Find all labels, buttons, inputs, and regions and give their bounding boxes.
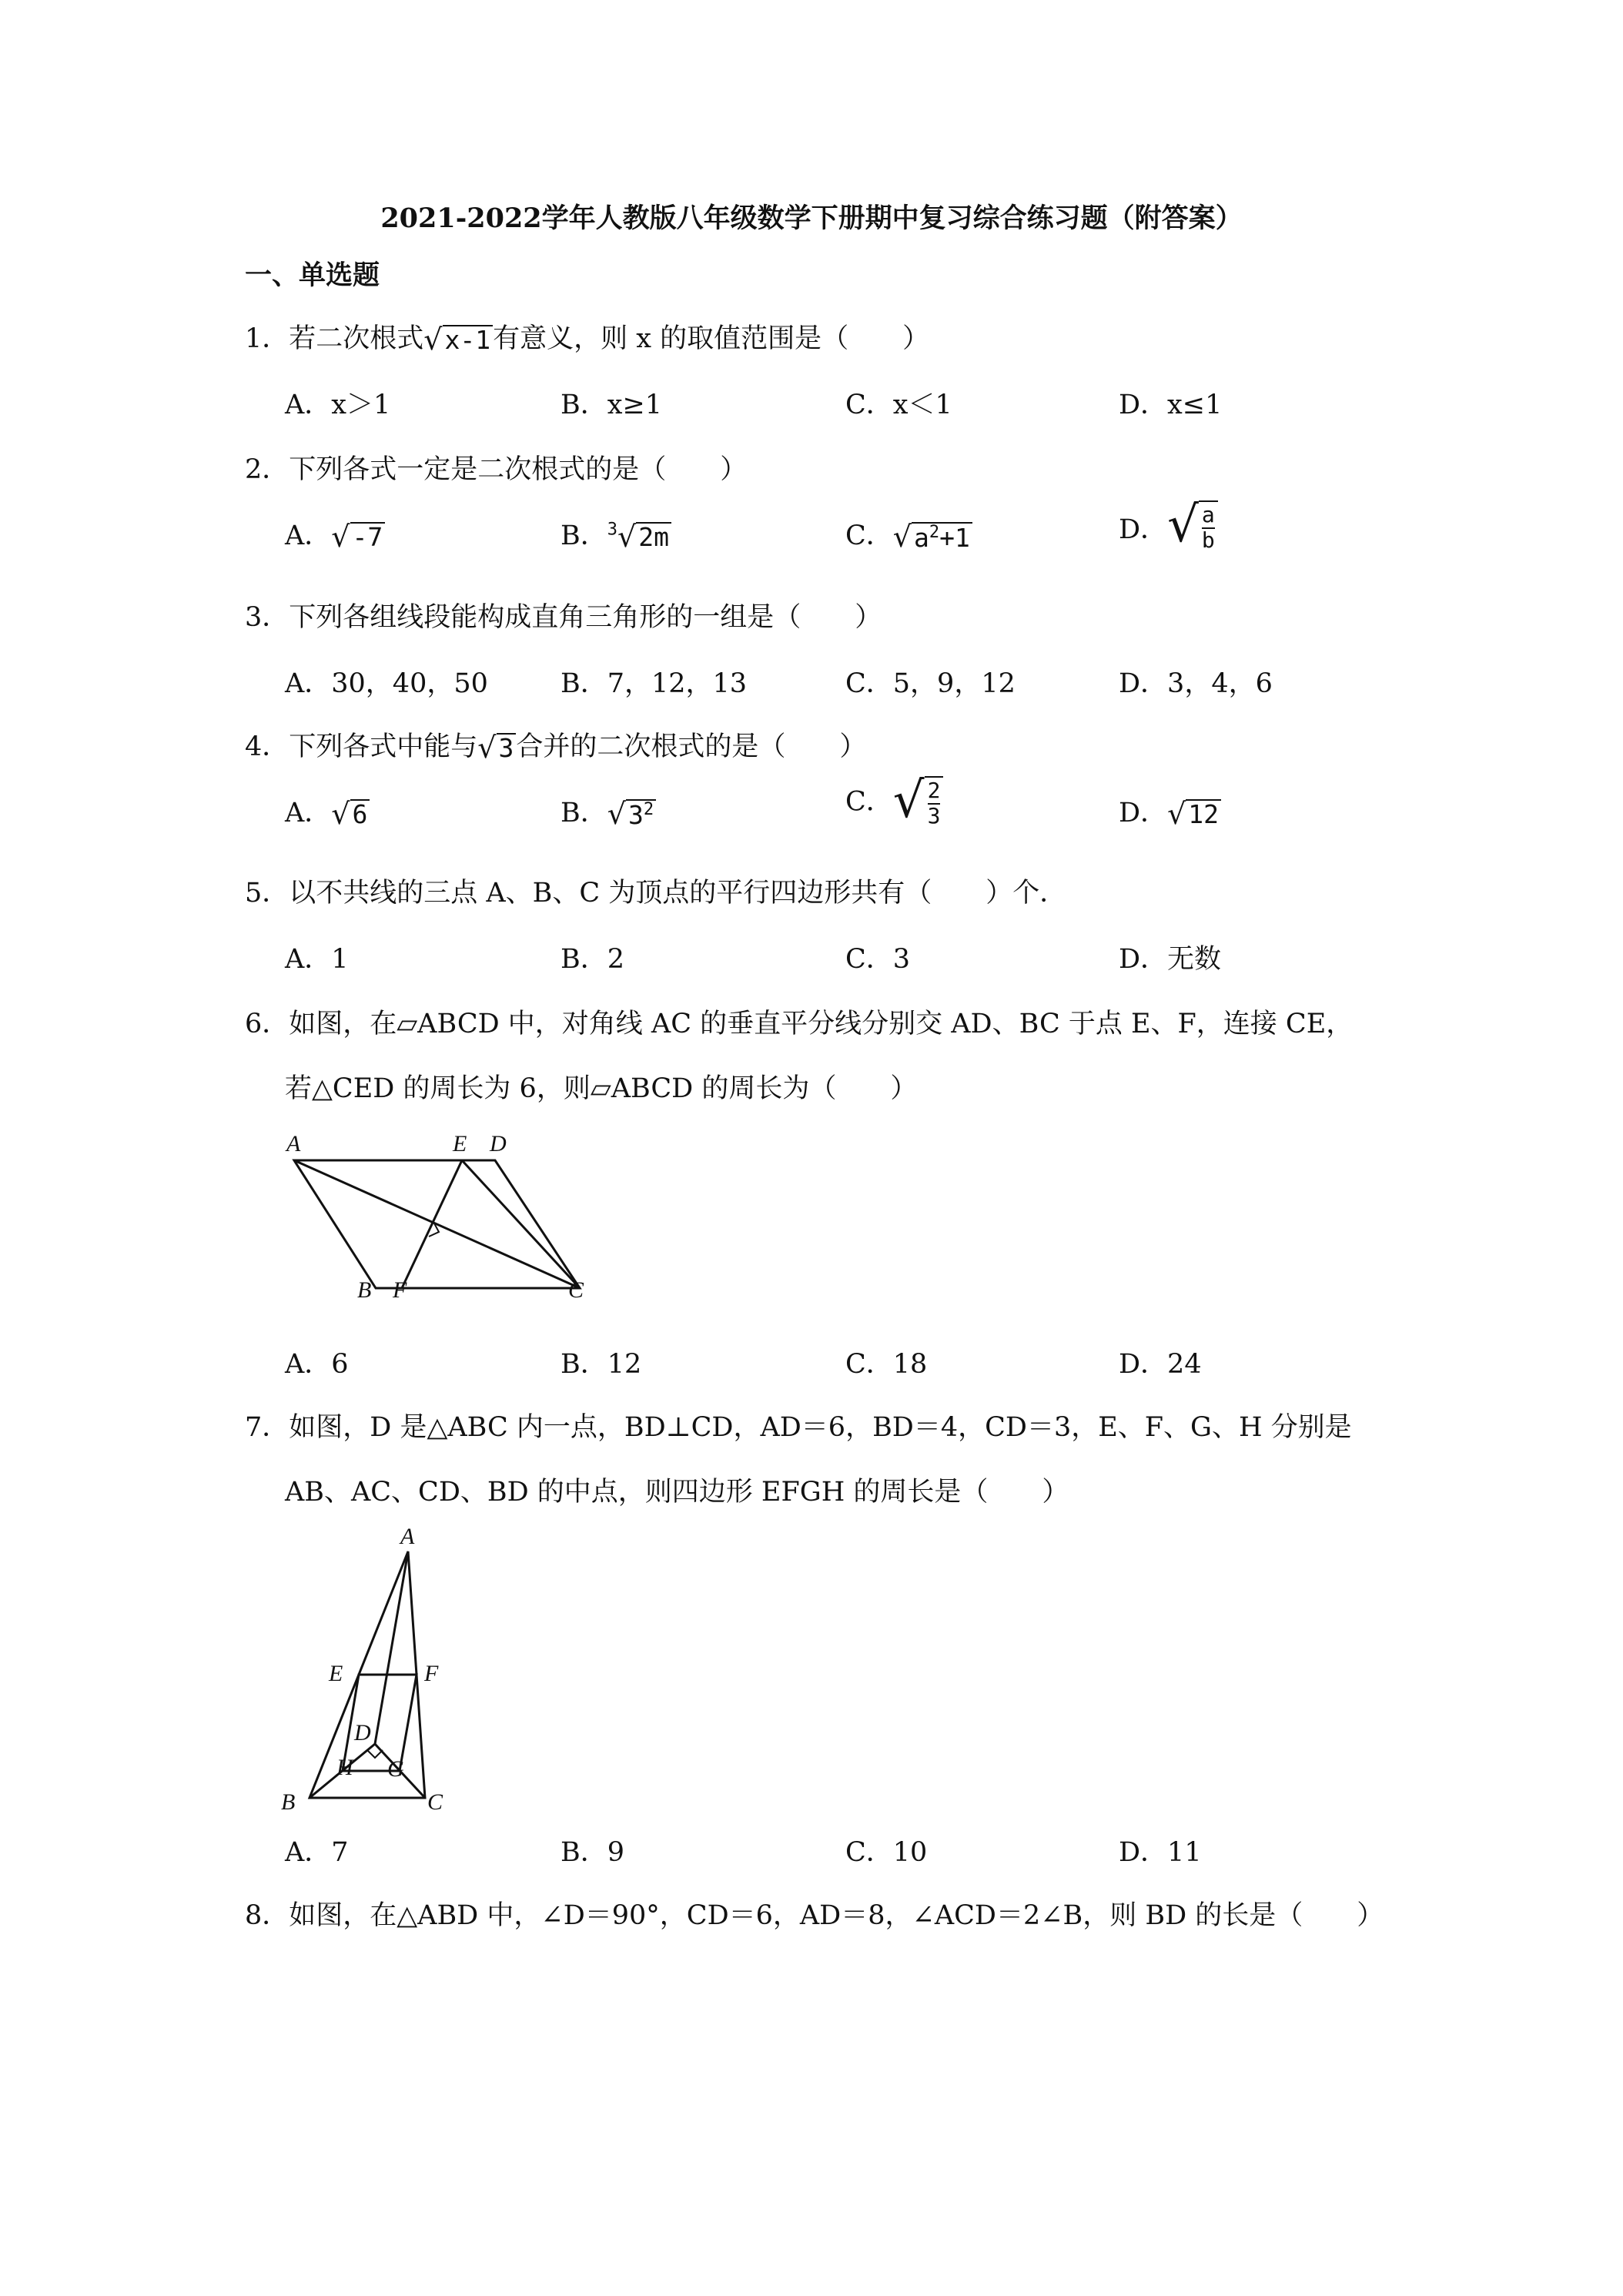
sqrt-expression: √ x-1: [423, 325, 493, 354]
question-4: 4．下列各式中能与 √ 3 合并的二次根式的是（ ）: [245, 731, 867, 765]
question-3-stem: 3．下列各组线段能构成直角三角形的一组是（ ）: [245, 602, 882, 633]
label-a: A: [400, 1524, 415, 1549]
denominator: b: [1201, 527, 1215, 553]
q2-option-c: C． √ $a^2+1$: [845, 514, 972, 553]
exponent: 2: [643, 799, 654, 819]
option-label: C．: [845, 520, 893, 551]
label-e: E: [453, 1131, 467, 1156]
q3-option-b: B．7，12，13: [561, 668, 748, 699]
root-index: 3: [607, 520, 617, 540]
option-label: B．: [561, 520, 607, 551]
q6-option-a: A．6: [285, 1349, 349, 1380]
question-6-stem-line2: 若△CED 的周长为 6，则▱ABCD 的周长为（ ）: [285, 1073, 918, 1104]
q4-option-d: D． √ 12: [1119, 792, 1221, 830]
addend: +1: [939, 522, 970, 553]
numerator: a: [1201, 502, 1215, 527]
label-b: B: [357, 1277, 372, 1301]
label-a: A: [286, 1131, 301, 1156]
question-6-stem: 6．如图，在▱ABCD 中，对角线 AC 的垂直平分线分别交 AD、BC 于点 E、F，连接 CE，: [245, 1009, 1354, 1039]
radicand: 6: [350, 799, 370, 828]
segment-ce: [462, 1160, 580, 1288]
triangle-figure: [273, 1513, 474, 1821]
q4-option-a: A． √ 6: [285, 792, 370, 830]
q7-option-c: C．10: [845, 1837, 928, 1868]
base: 3: [627, 799, 644, 830]
q1-option-a: A．x＞1: [285, 390, 391, 420]
option-label: D．: [1119, 514, 1168, 545]
denominator: 3: [927, 802, 941, 828]
page-title: 2021-2022学年人教版八年级数学下册期中复习综合练习题（附答案）: [380, 202, 1243, 234]
q3-option-a: A．30，40，50: [285, 668, 488, 699]
radicand: -7: [350, 522, 386, 551]
segment-ad: [375, 1551, 408, 1744]
q5-option-c: C．3: [845, 944, 911, 975]
label-d: D: [354, 1720, 371, 1745]
q6-option-b: B．12: [561, 1349, 642, 1380]
question-1-stem-tail: 有意义，则 x 的取值范围是（ ）: [493, 323, 930, 354]
question-1-stem: 1．若二次根式: [245, 323, 424, 354]
q5-option-b: B．2: [561, 944, 624, 975]
question-4-stem: 4．下列各式中能与: [245, 731, 478, 762]
label-d: D: [490, 1131, 507, 1156]
label-c: C: [568, 1277, 584, 1301]
exponent: 2: [929, 522, 940, 542]
label-f: F: [424, 1661, 439, 1686]
q3-option-d: D．3，4，6: [1119, 668, 1273, 699]
numerator: 2: [927, 778, 941, 803]
label-c: C: [427, 1789, 443, 1815]
parallelogram-figure: [277, 1120, 601, 1301]
question-5-stem: 5．以不共线的三点 A、B、C 为顶点的平行四边形共有（ ）个．: [245, 878, 1067, 909]
question-2-stem: 2．下列各式一定是二次根式的是（ ）: [245, 454, 748, 485]
option-label: A．: [285, 798, 332, 828]
option-label: D．: [1119, 798, 1168, 828]
question-8-stem: 8．如图，在△ABD 中，∠D＝90°，CD＝6，AD＝8，∠ACD＝2∠B，则 BD 的长是（ ）: [245, 1900, 1384, 1931]
q6-option-c: C．18: [845, 1349, 928, 1380]
radicand: 3: [497, 733, 517, 762]
option-label: B．: [561, 798, 607, 828]
q2-option-a: A． √ -7: [285, 514, 385, 553]
q4-option-b: B． √ $3^2$: [561, 792, 656, 830]
q5-option-d: D．无数: [1119, 944, 1222, 975]
radicand: 12: [1186, 799, 1221, 828]
q7-option-d: D．11: [1119, 1837, 1202, 1868]
radicand: x-1: [443, 325, 494, 354]
question-1: [245, 317, 929, 356]
label-f: F: [393, 1277, 407, 1301]
q4-option-c: C． √ $\frac{2}{3}$: [845, 776, 943, 830]
q6-option-d: D．24: [1119, 1349, 1202, 1380]
q1-option-d: D．x≤1: [1119, 390, 1223, 420]
base: a: [914, 522, 929, 553]
label-e: E: [329, 1661, 343, 1686]
option-label: C．: [845, 786, 893, 818]
question-4-stem-tail: 合并的二次根式的是（ ）: [516, 731, 867, 762]
segment-ef: [402, 1160, 462, 1288]
q7-option-b: B．9: [561, 1837, 624, 1868]
question-7-stem: 7．如图，D 是△ABC 内一点，BD⊥CD，AD＝6，BD＝4，CD＝3，E、F、G、H 分别是: [245, 1412, 1352, 1443]
radicand: 2m: [636, 522, 671, 551]
q2-option-d: D． √ $\frac{a}{b}$: [1119, 500, 1218, 554]
q7-option-a: A．7: [285, 1837, 349, 1868]
section-heading: 一、单选题: [245, 259, 380, 291]
label-b: B: [281, 1789, 296, 1815]
label-g: G: [387, 1756, 404, 1782]
q2-option-b: B．$^3$ √ 2m: [561, 514, 671, 553]
question-7-stem-line2: AB、AC、CD、BD 的中点，则四边形 EFGH 的周长是（ ）: [285, 1477, 1069, 1508]
q1-option-b: B．x≥1: [561, 390, 663, 420]
label-h: H: [336, 1755, 353, 1780]
q1-option-c: C．x＜1: [845, 390, 952, 420]
q5-option-a: A．1: [285, 944, 349, 975]
q3-option-c: C．5，9，12: [845, 668, 1016, 699]
option-label: A．: [285, 520, 332, 551]
